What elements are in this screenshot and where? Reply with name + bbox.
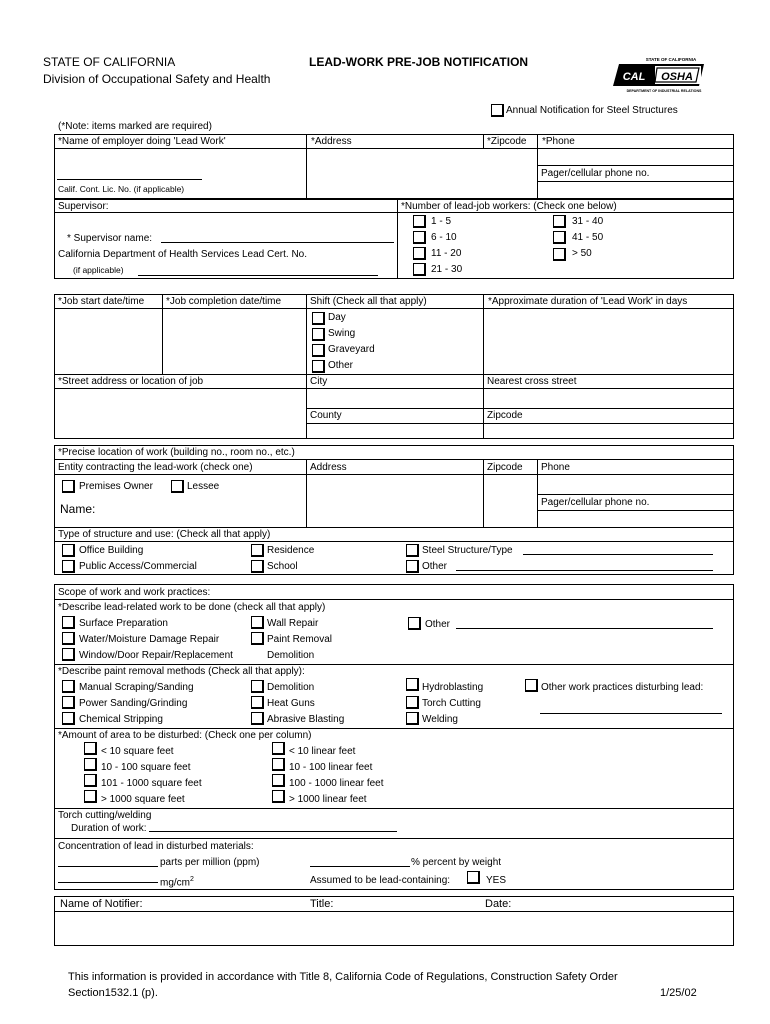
shift-other: Other [328, 360, 354, 371]
mgcm-line[interactable] [58, 882, 158, 883]
area-1: < 10 square feet [101, 746, 174, 757]
amount-label: *Amount of area to be disturbed: (Check one per column) [58, 730, 312, 741]
cal-osha-logo [609, 54, 709, 94]
duration-work-label: Duration of work: [71, 823, 147, 834]
cert-line[interactable] [138, 275, 378, 276]
shift-day: Day [328, 312, 346, 323]
work-other: Other [425, 619, 451, 630]
linear-checkbox-2[interactable] [272, 758, 285, 771]
paint-checkbox-manual[interactable] [62, 680, 75, 693]
footer-date: 1/25/02 [660, 987, 697, 999]
job-completion-label: *Job completion date/time [166, 296, 282, 307]
footer-line-2: Section1532.1 (p). [68, 987, 158, 999]
describe-work-label: *Describe lead-related work to be done (check all that apply) [58, 602, 326, 613]
cert-note: (if applicable) [73, 265, 124, 275]
area-2: 10 - 100 square feet [101, 762, 191, 773]
ppm-label: parts per million (ppm) [160, 857, 260, 868]
state-heading: STATE OF CALIFORNIA [43, 55, 176, 69]
license-line[interactable] [57, 179, 202, 180]
area-3: 101 - 1000 square feet [101, 778, 202, 789]
paint-abrasive: Abrasive Blasting [267, 714, 345, 725]
annual-checkbox[interactable] [491, 104, 504, 117]
work-surface: Surface Preparation [79, 618, 168, 629]
paint-checkbox-power[interactable] [62, 696, 75, 709]
workers-checkbox-21-30[interactable] [413, 263, 426, 276]
structure-steel: Steel Structure/Type [422, 545, 513, 556]
work-checkbox-other[interactable] [408, 617, 421, 630]
entity-label: Entity contracting the lead-work (check one) [58, 462, 253, 473]
license-label: Calif. Cont. Lic. No. (if applicable) [58, 184, 185, 194]
logo-top-text: STATE OF CALIFORNIA [645, 57, 697, 62]
assumed-yes-checkbox[interactable] [467, 871, 480, 884]
structure-other-line[interactable] [456, 570, 713, 571]
shift-label: Shift (Check all that apply) [310, 296, 427, 307]
structure-label: Type of structure and use: (Check all that apply) [58, 529, 271, 540]
supervisor-section [54, 199, 734, 279]
workers-over-50: > 50 [572, 248, 592, 259]
work-checkbox-paint[interactable] [251, 632, 264, 645]
workers-label: *Number of lead-job workers: (Check one below) [401, 201, 617, 212]
work-checkbox-water[interactable] [62, 632, 75, 645]
weight-line[interactable] [310, 866, 410, 867]
entity-pager-label: Pager/cellular phone no. [541, 497, 650, 508]
shift-checkbox-swing[interactable] [312, 328, 325, 341]
workers-31-40: 31 - 40 [572, 216, 604, 227]
job-section [54, 294, 734, 439]
structure-school: School [267, 561, 298, 572]
county-label: County [310, 410, 342, 421]
ppm-line[interactable] [58, 866, 158, 867]
linear-checkbox-1[interactable] [272, 742, 285, 755]
workers-checkbox-11-20[interactable] [413, 247, 426, 260]
paint-manual: Manual Scraping/Sanding [79, 682, 194, 693]
shift-swing: Swing [328, 328, 356, 339]
work-water: Water/Moisture Damage Repair [79, 634, 220, 645]
area-4: > 1000 square feet [101, 794, 185, 805]
paint-checkbox-hydro[interactable] [406, 678, 419, 691]
linear-2: 10 - 100 linear feet [289, 762, 373, 773]
supervisor-label: Supervisor: [58, 201, 109, 212]
paint-torch: Torch Cutting [422, 698, 481, 709]
structure-checkbox-other[interactable] [406, 560, 419, 573]
shift-graveyard: Graveyard [328, 344, 375, 355]
assumed-label: Assumed to be lead-containing: [310, 875, 451, 886]
paint-power: Power Sanding/Grinding [79, 698, 188, 709]
paint-other: Other work practices disturbing lead: [541, 682, 704, 693]
torch-label: Torch cutting/welding [58, 810, 152, 821]
paint-checkbox-welding[interactable] [406, 712, 419, 725]
work-demolition: Demolition [267, 650, 315, 661]
area-checkbox-3[interactable] [84, 774, 97, 787]
workers-11-20: 11 - 20 [431, 248, 462, 259]
structure-checkbox-steel[interactable] [406, 544, 419, 557]
paint-hydro: Hydroblasting [422, 682, 484, 693]
duration-label: *Approximate duration of 'Lead Work' in days [488, 296, 688, 307]
workers-checkbox-6-10[interactable] [413, 231, 426, 244]
work-other-line[interactable] [456, 628, 713, 629]
work-window: Window/Door Repair/Replacement [79, 650, 233, 661]
job-start-label: *Job start date/time [58, 296, 145, 307]
employer-pager-label: Pager/cellular phone no. [541, 168, 650, 179]
paint-checkbox-abrasive[interactable] [251, 712, 264, 725]
employer-zip-label: *Zipcode [487, 136, 527, 147]
notifier-date-label: Date: [485, 898, 512, 910]
entity-zip-label: Zipcode [487, 462, 523, 473]
scope-label: Scope of work and work practices: [58, 587, 211, 598]
work-checkbox-window[interactable] [62, 648, 75, 661]
logo-bottom-text: DEPARTMENT OF INDUSTRIAL RELATIONS [626, 89, 702, 93]
street-label: *Street address or location of job [58, 376, 204, 387]
city-label: City [310, 376, 328, 387]
paint-chemical: Chemical Stripping [79, 714, 163, 725]
paint-methods-label: *Describe paint removal methods (Check all that apply): [58, 666, 305, 677]
notifier-title-label: Title: [310, 898, 334, 910]
mgcm-label [160, 874, 194, 889]
workers-checkbox-41-50[interactable] [553, 231, 566, 244]
premises-owner-checkbox[interactable] [62, 480, 75, 493]
lessee-checkbox[interactable] [171, 480, 184, 493]
linear-checkbox-3[interactable] [272, 774, 285, 787]
structure-public: Public Access/Commercial [79, 561, 197, 572]
duration-work-line[interactable] [149, 831, 397, 832]
area-checkbox-4[interactable] [84, 790, 97, 803]
entity-address-label: Address [310, 462, 347, 473]
paint-checkbox-demolition[interactable] [251, 680, 264, 693]
assumed-yes-label: YES [486, 875, 507, 886]
structure-checkbox-public[interactable] [62, 560, 75, 573]
cert-label: California Department of Health Services Lead Cert. No. [58, 249, 308, 260]
paint-checkbox-chemical[interactable] [62, 712, 75, 725]
paint-welding: Welding [422, 714, 458, 725]
entity-name-label: Name: [60, 502, 96, 516]
footer-line-1: This information is provided in accordance with Title 8, California Code of Regulations, Construction Safety Order [68, 971, 618, 983]
notifier-name-label: Name of Notifier: [60, 898, 143, 910]
steel-type-line[interactable] [523, 554, 713, 555]
structure-checkbox-office[interactable] [62, 544, 75, 557]
workers-checkbox-31-40[interactable] [553, 215, 566, 228]
paint-heat: Heat Guns [267, 698, 315, 709]
area-checkbox-2[interactable] [84, 758, 97, 771]
division-heading: Division of Occupational Safety and Health [43, 72, 271, 86]
paint-demolition: Demolition [267, 682, 315, 693]
structure-checkbox-school[interactable] [251, 560, 264, 573]
linear-checkbox-4[interactable] [272, 790, 285, 803]
paint-checkbox-torch[interactable] [406, 696, 419, 709]
area-checkbox-1[interactable] [84, 742, 97, 755]
structure-checkbox-residence[interactable] [251, 544, 264, 557]
linear-1: < 10 linear feet [289, 746, 356, 757]
logo-cal-text: CAL [622, 71, 646, 83]
linear-4: > 1000 linear feet [289, 794, 367, 805]
logo-osha-text: OSHA [661, 71, 693, 83]
workers-6-10: 6 - 10 [431, 232, 457, 243]
shift-checkbox-other[interactable] [312, 360, 325, 373]
notifier-section [54, 896, 734, 946]
concentration-label: Concentration of lead in disturbed materials: [58, 841, 254, 852]
work-checkbox-wall[interactable] [251, 616, 264, 629]
shift-checkbox-graveyard[interactable] [312, 344, 325, 357]
mgcm-text: mg/cm [160, 877, 190, 889]
workers-checkbox-1-5[interactable] [413, 215, 426, 228]
premises-owner-label: Premises Owner [79, 481, 153, 492]
employer-phone-label: *Phone [542, 136, 575, 147]
linear-3: 100 - 1000 linear feet [289, 778, 384, 789]
annual-label: Annual Notification for Steel Structures [506, 105, 678, 116]
paint-checkbox-heat[interactable] [251, 696, 264, 709]
required-note: (*Note: items marked are required) [58, 121, 212, 132]
job-zip-label: Zipcode [487, 410, 523, 421]
work-checkbox-surface[interactable] [62, 616, 75, 629]
page-title: LEAD-WORK PRE-JOB NOTIFICATION [309, 55, 529, 69]
employer-address-label: *Address [311, 136, 352, 147]
structure-office: Office Building [79, 545, 144, 556]
supervisor-name-line[interactable] [161, 242, 394, 243]
work-wall: Wall Repair [267, 618, 319, 629]
supervisor-name-label: * Supervisor name: [67, 233, 153, 244]
shift-checkbox-day[interactable] [312, 312, 325, 325]
lessee-label: Lessee [187, 481, 220, 492]
employer-name-label: *Name of employer doing 'Lead Work' [58, 136, 226, 147]
precise-location-label: *Precise location of work (building no., room no., etc.) [58, 447, 295, 458]
entity-phone-label: Phone [541, 462, 570, 473]
structure-other: Other [422, 561, 448, 572]
weight-label: % percent by weight [411, 857, 502, 868]
workers-41-50: 41 - 50 [572, 232, 604, 243]
cross-street-label: Nearest cross street [487, 376, 577, 387]
work-paint: Paint Removal [267, 634, 333, 645]
workers-21-30: 21 - 30 [431, 264, 463, 275]
structure-residence: Residence [267, 545, 315, 556]
workers-checkbox-over-50[interactable] [553, 248, 566, 261]
paint-checkbox-other[interactable] [525, 679, 538, 692]
workers-1-5: 1 - 5 [431, 216, 452, 227]
mgcm-superscript: 2 [190, 876, 194, 883]
paint-other-line[interactable] [540, 713, 722, 714]
